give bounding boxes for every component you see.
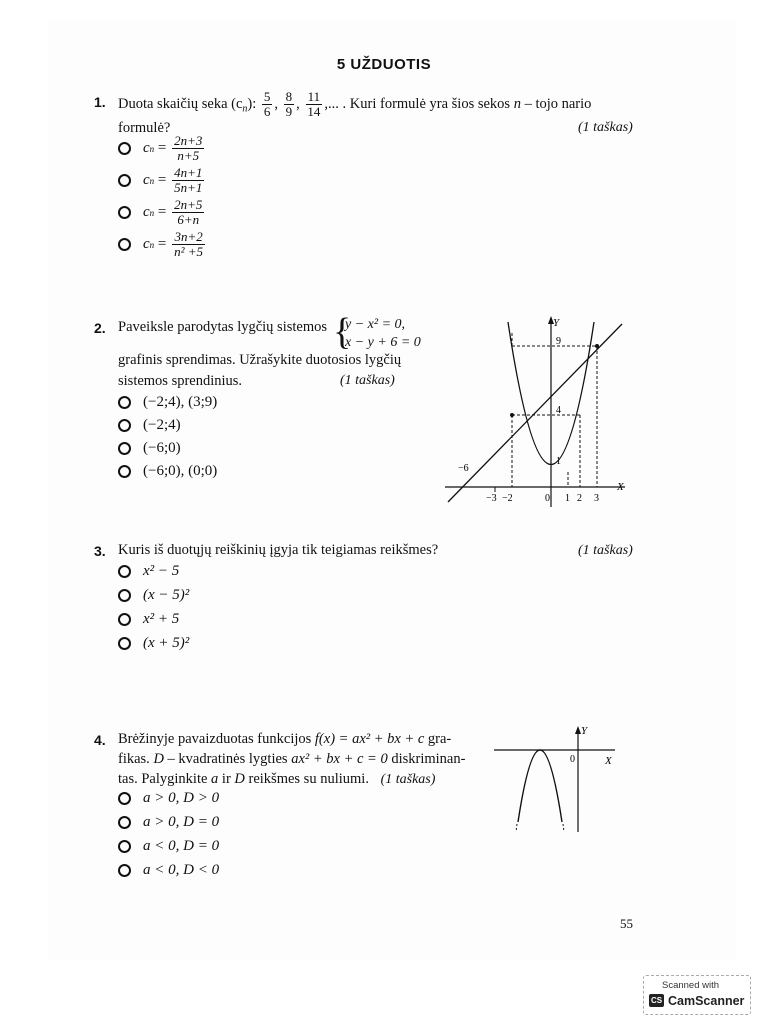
camscanner-watermark xyxy=(643,975,751,1015)
system-equation-2: x − y + 6 = 0 xyxy=(345,335,421,350)
intersection-point xyxy=(595,344,599,348)
q1-text-c: ,... . Kuri formulė yra šios sekos xyxy=(324,95,511,112)
radio-button[interactable] xyxy=(118,465,131,478)
radio-button[interactable] xyxy=(118,419,131,432)
tick-label-2x: 2 xyxy=(577,493,582,504)
tick-label-4: 4 xyxy=(556,405,561,416)
radio-button[interactable] xyxy=(118,864,131,877)
origin-label: 0 xyxy=(570,754,575,765)
q1-option-2[interactable]: c n = $\frac{4n+1}{5n+1}$ xyxy=(118,166,206,195)
q1-sub: n xyxy=(242,103,248,115)
q2-option-4[interactable]: (−6;0), (0;0) xyxy=(118,463,217,480)
radio-button[interactable] xyxy=(118,792,131,805)
seq-term-2: $\frac{8}{9}$ xyxy=(285,89,293,119)
radio-button[interactable] xyxy=(118,840,131,853)
watermark-line-1: Scanned with xyxy=(662,980,720,991)
question-1-points: (1 taškas) xyxy=(578,120,633,135)
q2-option-1[interactable]: (−2;4), (3;9) xyxy=(118,394,217,411)
formula-fraction: $\frac{2n+3}{n+5}$ xyxy=(174,133,203,163)
q2-option-3[interactable]: (−6;0) xyxy=(118,440,181,457)
q1-option-4[interactable]: c n = $\frac{3n+2}{\text{n² +5}}$ xyxy=(118,230,207,259)
curve-continuation xyxy=(563,824,564,832)
radio-button[interactable] xyxy=(118,613,131,626)
q2-system-graph xyxy=(440,312,630,512)
y-axis-label: Y xyxy=(581,725,588,737)
curve-continuation xyxy=(516,824,517,832)
system-equation-1: y − x² = 0, xyxy=(345,317,406,332)
x-axis-label: X xyxy=(605,755,612,767)
tick-label-9: 9 xyxy=(556,336,561,347)
formula-fraction: $\frac{2n+5}{6+n}$ xyxy=(174,197,203,227)
intersection-point xyxy=(510,413,514,417)
function-formula: f(x) = ax² + bx + c xyxy=(314,731,425,747)
seq-term-3: $\frac{11}{14}$ xyxy=(307,89,321,119)
system-brace: { xyxy=(333,311,352,353)
q1-text-d: – tojo nario xyxy=(524,95,592,112)
radio-button[interactable] xyxy=(118,589,131,602)
line-curve xyxy=(448,324,622,502)
radio-button[interactable] xyxy=(118,174,131,187)
question-4-text-2: fikas. D – kvadratinės lygties ax² + bx + c = 0 diskriminan- xyxy=(118,751,466,767)
radio-button[interactable] xyxy=(118,238,131,251)
radio-button[interactable] xyxy=(118,565,131,578)
downward-parabola xyxy=(518,750,562,822)
radio-button[interactable] xyxy=(118,442,131,455)
watermark-line-2: CamScanner xyxy=(668,994,745,1008)
q1-text-a: Duota skaičių seka (c xyxy=(118,95,243,112)
formula-fraction: $\frac{3n+2}{\text{n² +5}}$ xyxy=(174,229,204,259)
q1-option-3[interactable]: c n = $\frac{2n+5}{6+n}$ xyxy=(118,198,206,227)
question-4-number: 4. xyxy=(94,732,106,748)
q2-option-2[interactable]: (−2;4) xyxy=(118,417,181,434)
question-1-text: Duota skaičių seka $(c_n)$: $\frac{5}{6}$ , $\frac{8}{9}$ , $\frac{11}{14}$ ,... . Kuri formulė yra šios sekos n – tojo nario xyxy=(118,89,592,119)
question-2-text-2: grafinis sprendimas. Užrašykite duotosios lygčių xyxy=(118,352,402,368)
page-title: 5 UŽDUOTIS xyxy=(336,56,432,73)
page-number: 55 xyxy=(620,916,633,931)
q1-var-n: n xyxy=(513,95,521,112)
question-3-text: Kuris iš duotųjų reiškinių įgyja tik teigiamas reikšmes? xyxy=(118,542,439,558)
tick-label-0: 0 xyxy=(545,493,550,504)
tick-label-3x: 3 xyxy=(594,493,599,504)
q4-option-2[interactable]: a > 0, D = 0 xyxy=(118,814,219,831)
q3-option-1[interactable]: x² − 5 xyxy=(118,563,179,580)
tick-label-1: 1 xyxy=(556,456,561,467)
x-axis-label: X xyxy=(617,481,624,493)
question-3-number: 3. xyxy=(94,543,106,559)
y-axis-label: Y xyxy=(553,317,560,329)
quadratic-equation: ax² + bx + c = 0 xyxy=(291,751,388,767)
question-2-text-3: sistemos sprendinius. xyxy=(118,373,243,389)
q3-option-2[interactable]: (x − 5)² xyxy=(118,587,189,604)
question-4-text-1: Brėžinyje pavaizduotas funkcijos f(x) = ax² + bx + c gra- xyxy=(118,731,452,747)
question-3-points: (1 taškas) xyxy=(578,543,633,558)
question-2-points: (1 taškas) xyxy=(340,373,395,388)
camscanner-logo-icon: CS xyxy=(650,996,663,1005)
q4-option-3[interactable]: a < 0, D = 0 xyxy=(118,838,219,855)
radio-button[interactable] xyxy=(118,816,131,829)
seq-term-1: $\frac{5}{6}$ xyxy=(263,89,271,119)
q3-option-3[interactable]: x² + 5 xyxy=(118,611,179,628)
question-4-text-3: tas. Palyginkite a ir D reikšmes su nuliumi. (1 taškas) xyxy=(118,771,436,787)
tick-label-minus2: −2 xyxy=(502,493,513,504)
formula-fraction: $\frac{4n+1}{5n+1}$ xyxy=(174,165,203,195)
question-4-points: (1 taškas) xyxy=(380,772,436,787)
radio-button[interactable] xyxy=(118,396,131,409)
q4-option-4[interactable]: a < 0, D < 0 xyxy=(118,862,219,879)
q3-option-4[interactable]: (x + 5)² xyxy=(118,635,189,652)
radio-button[interactable] xyxy=(118,637,131,650)
tick-label-minus6: −6 xyxy=(458,463,469,474)
question-2-text-1: Paveiksle parodytas lygčių sistemos xyxy=(118,319,328,335)
tick-label-minus3: −3 xyxy=(486,493,497,504)
q1-text-b: ): xyxy=(247,95,257,112)
radio-button[interactable] xyxy=(118,142,131,155)
question-1-text-2: formulė? xyxy=(118,120,171,136)
radio-button[interactable] xyxy=(118,206,131,219)
q1-option-1[interactable]: c n = $\frac{2n+3}{n+5}$ xyxy=(118,134,206,163)
tick-label-1x: 1 xyxy=(565,493,570,504)
q4-option-1[interactable]: a > 0, D > 0 xyxy=(118,790,219,807)
question-2-number: 2. xyxy=(94,320,106,336)
q4-parabola-graph xyxy=(490,722,620,837)
question-1-number: 1. xyxy=(94,94,106,110)
